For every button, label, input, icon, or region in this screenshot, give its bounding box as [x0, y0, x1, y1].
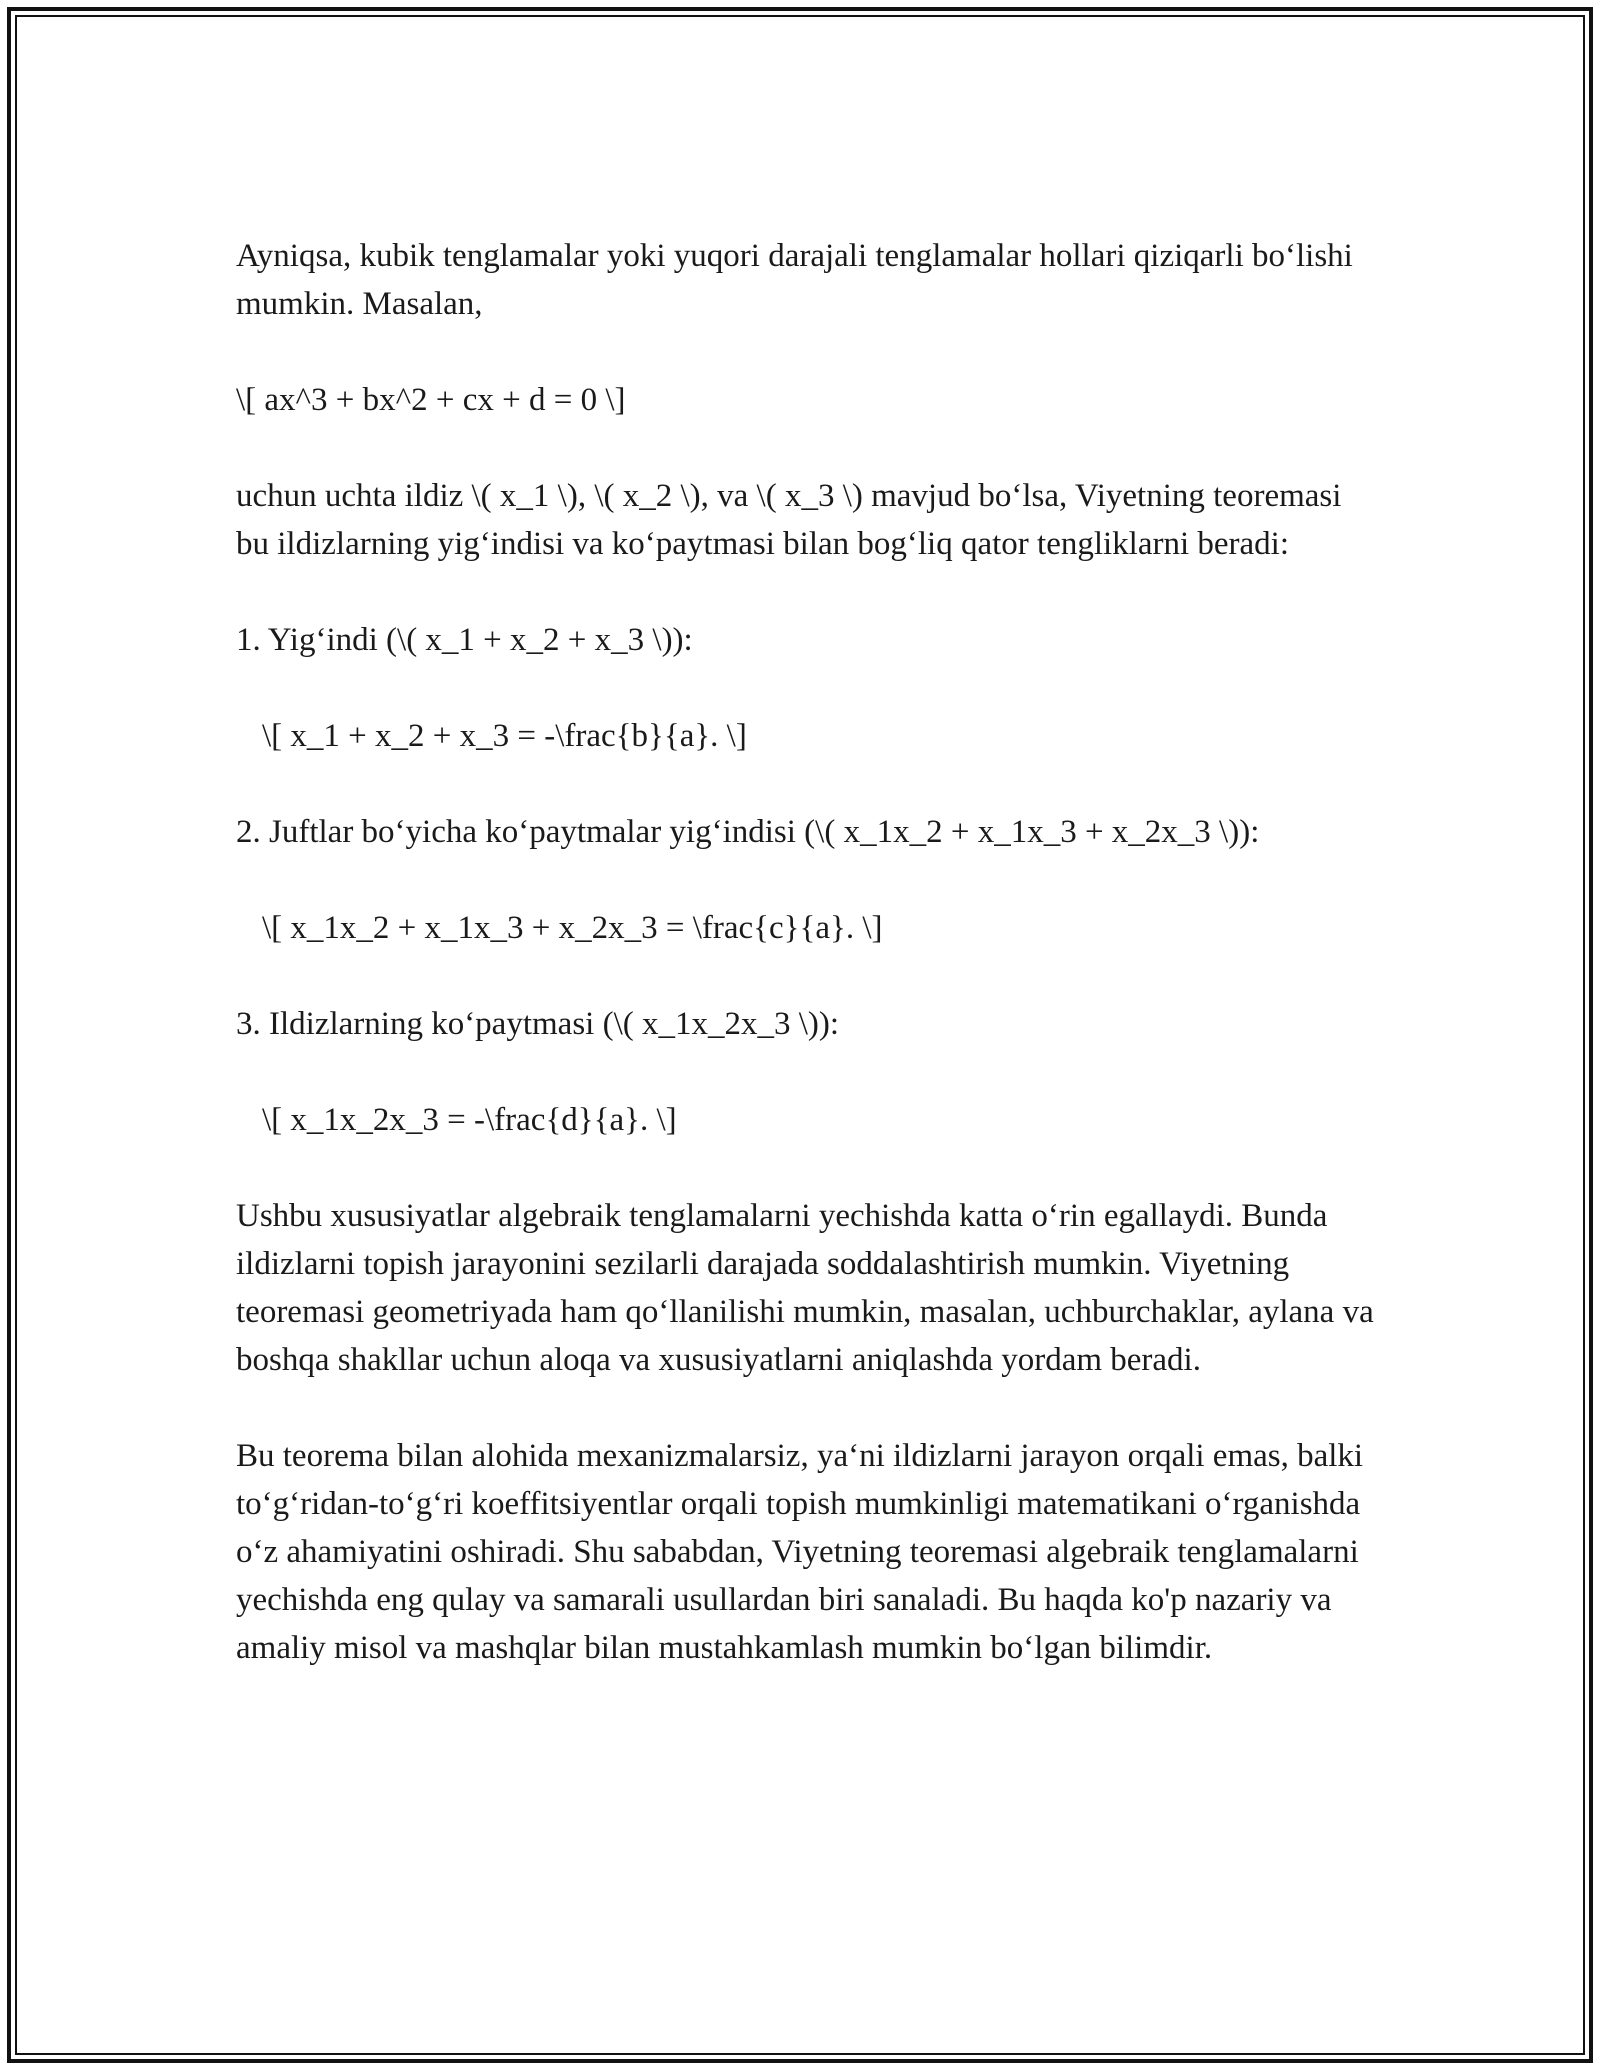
- paragraph-conclusion: Bu teorema bilan alohida mexanizmalarsiz, ya‘ni ildizlarni jarayon orqali emas, balki to‘g‘ridan-to‘g‘ri koeffitsiyentlar orqali topish mumkinligi matematikani o‘rganishda o‘z ahamiyatini oshiradi. Shu sababdan, Viyetning teoremasi algebraik tenglamalarni yechishda eng qulay va samarali usullardan biri sanaladi. Bu haqda ko'p nazariy va amaliy misol va mashqlar bilan mustahkamlash mumkin bo‘lgan bilimdir.: [236, 1438, 1364, 1666]
- equation-pair-products: \[ x_1x_2 + x_1x_3 + x_2x_3 = \frac{c}{a}. \]: [262, 910, 883, 946]
- equation-product: \[ x_1x_2x_3 = -\frac{d}{a}. \]: [262, 1102, 677, 1138]
- list-item-product: 3. Ildizlarning ko‘paytmasi (\( x_1x_2x_3 \)):: [236, 1006, 840, 1042]
- paragraph-properties: Ushbu xususiyatlar algebraik tenglamalarni yechishda katta o‘rin egallaydi. Bunda ildizlarni topish jarayonini sezilarli darajada soddalashtirish mumkin. Viyetning teoremasi geometriyada ham qo‘llanilishi mumkin, masalan, uchburchaklar, aylana va boshqa shakllar uchun aloqa va xususiyatlarni aniqlashda yordam beradi.: [236, 1198, 1374, 1378]
- equation-sum: \[ x_1 + x_2 + x_3 = -\frac{b}{a}. \]: [262, 718, 747, 754]
- paragraph-roots: uchun uchta ildiz \( x_1 \), \( x_2 \), va \( x_3 \) mavjud bo‘lsa, Viyetning teoremasi bu ildizlarning yig‘indisi va ko‘paytmasi bilan bog‘liq qator tengliklarni beradi:: [236, 478, 1342, 562]
- list-item-sum: 1. Yig‘indi (\( x_1 + x_2 + x_3 \)):: [236, 622, 693, 658]
- equation-cubic: \[ ax^3 + bx^2 + cx + d = 0 \]: [236, 382, 626, 418]
- document-body: [236, 232, 1376, 1672]
- list-item-pair-products: 2. Juftlar bo‘yicha ko‘paytmalar yig‘indisi (\( x_1x_2 + x_1x_3 + x_2x_3 \)):: [236, 814, 1260, 850]
- paragraph-intro: Ayniqsa, kubik tenglamalar yoki yuqori darajali tenglamalar hollari qiziqarli bo‘lishi mumkin. Masalan,: [236, 238, 1353, 322]
